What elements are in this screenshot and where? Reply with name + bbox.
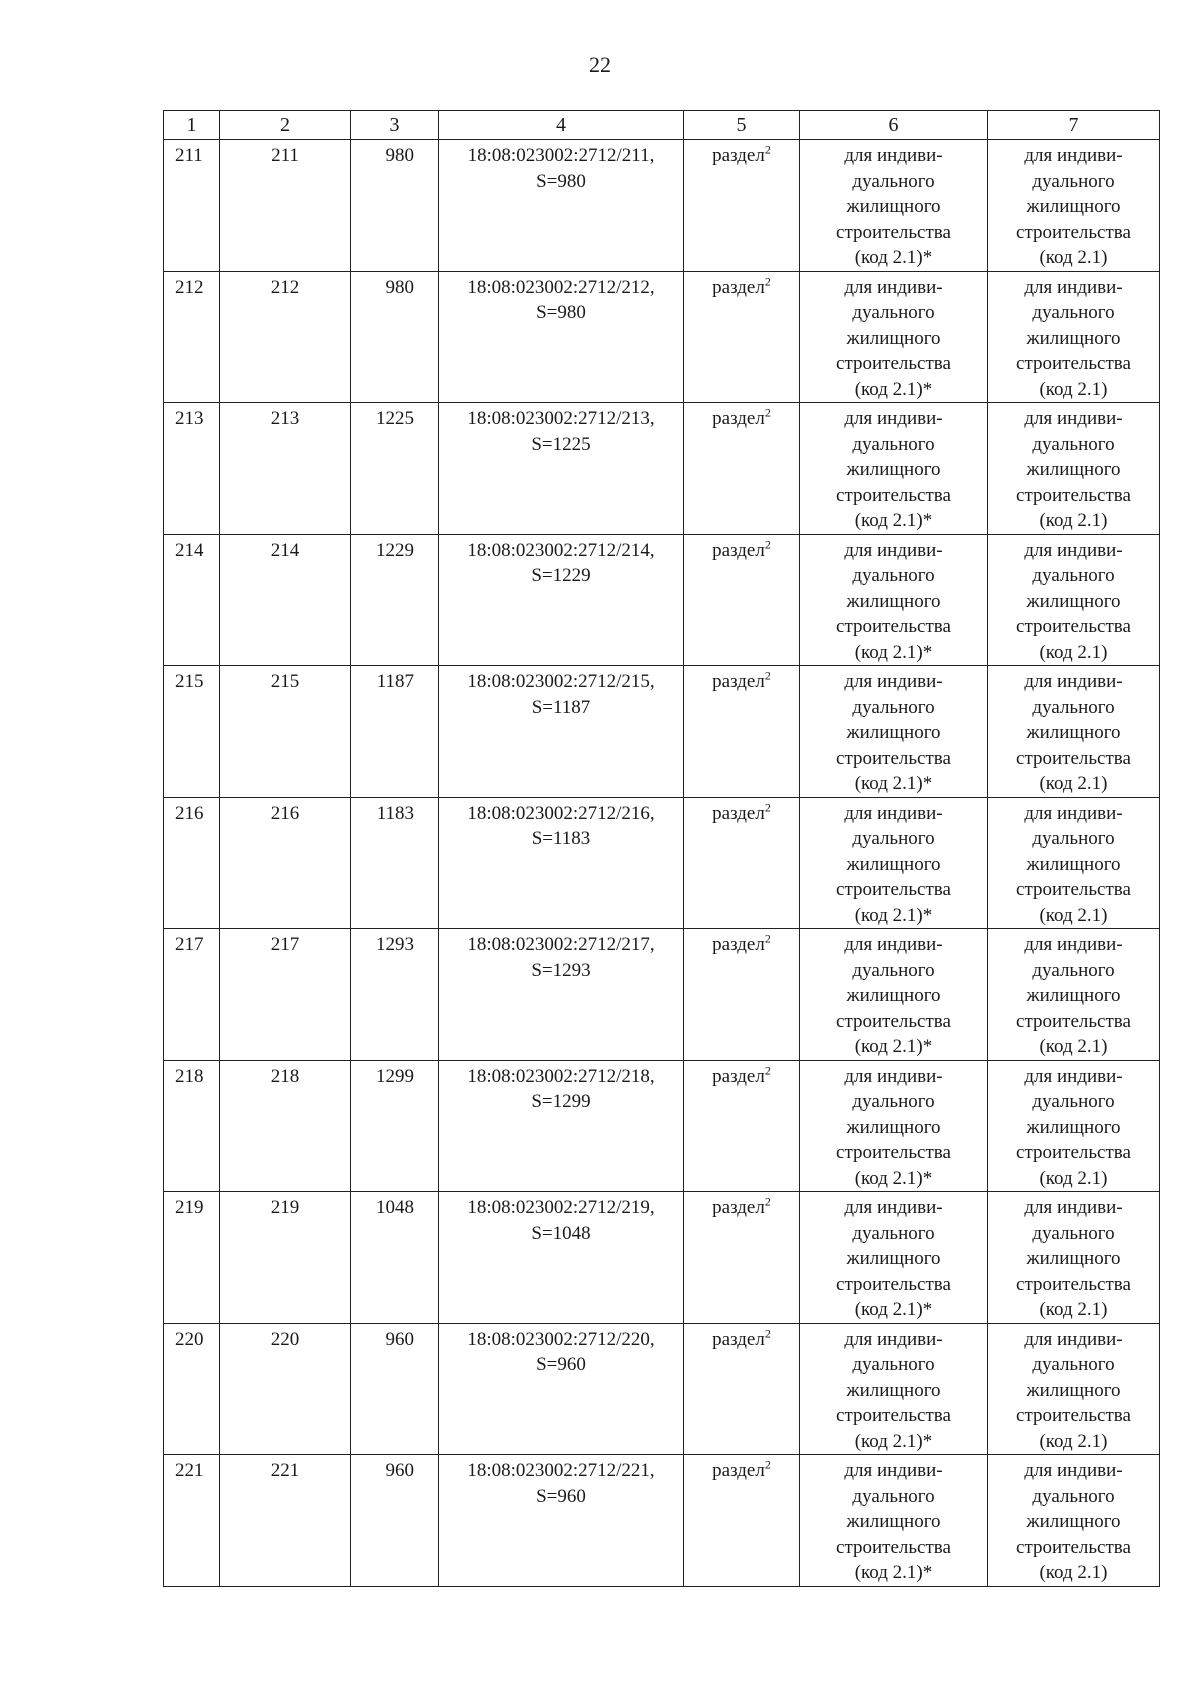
- cadastral-cell: [439, 1192, 684, 1324]
- cadastral-number: 18:08:023002:2712/214,: [467, 539, 655, 561]
- cadastral-area: S=1183: [531, 828, 591, 849]
- plot-id-cell: 220: [220, 1323, 351, 1455]
- permitted-use-line: строительства: [1016, 1010, 1131, 1032]
- cadastral-area: S=1225: [531, 433, 591, 455]
- cadastral-number: 18:08:023002:2712/218,: [467, 1065, 655, 1087]
- permitted-use-line: строительства: [1016, 1273, 1131, 1295]
- cadastral-number: 18:08:023002:2712/215,: [467, 671, 655, 692]
- cadastral-number: 18:08:023002:2712/213,: [467, 408, 655, 429]
- permitted-use-line: дуального: [852, 1485, 935, 1507]
- permitted-use-line: жилищного: [1026, 196, 1121, 217]
- permitted-use-line: строительства: [1016, 1405, 1131, 1426]
- page-number: 22: [589, 52, 611, 77]
- permitted-use-line: для индиви-: [1024, 145, 1123, 166]
- column-header: 2: [220, 111, 351, 140]
- row-number-cell: 212: [164, 271, 220, 403]
- plot-id-cell: 221: [220, 1455, 351, 1587]
- permitted-use-line: жилищного: [846, 1511, 941, 1532]
- permitted-use-line: (код 2.1): [1039, 378, 1108, 400]
- permitted-use-new-cell: [988, 1455, 1160, 1587]
- permitted-use-line: (код 2.1)*: [854, 773, 933, 794]
- permitted-use-line: дуального: [1032, 1354, 1115, 1375]
- permitted-use-line: жилищного: [1026, 590, 1121, 612]
- cadastral-area: S=1187: [531, 696, 591, 718]
- footnote-mark: 2: [764, 1326, 771, 1341]
- cadastral-area: S=980: [536, 170, 586, 192]
- cadastral-area: S=1293: [531, 959, 591, 981]
- permitted-use-current-cell: [800, 1060, 988, 1192]
- permitted-use-line: жилищного: [1026, 853, 1121, 875]
- permitted-use-line: для индиви-: [1024, 934, 1123, 955]
- operation-cell: [684, 534, 800, 666]
- footnote-mark: 2: [764, 1063, 771, 1078]
- permitted-use-line: (код 2.1): [1039, 1036, 1108, 1057]
- table-row: [164, 403, 1160, 535]
- operation-type: раздел: [712, 1460, 765, 1481]
- table-row: [164, 140, 1160, 272]
- footnote-mark: 2: [764, 1194, 771, 1209]
- operation-cell: [684, 1192, 800, 1324]
- permitted-use-line: строительства: [836, 616, 951, 637]
- permitted-use-line: (код 2.1)*: [854, 1430, 933, 1452]
- operation-type: раздел: [712, 276, 765, 298]
- row-number-cell: 220: [164, 1323, 220, 1455]
- table-row: [164, 534, 1160, 666]
- permitted-use-line: для индиви-: [844, 802, 943, 824]
- operation-cell: [684, 1455, 800, 1587]
- permitted-use-line: дуального: [852, 1222, 935, 1244]
- operation-type: раздел: [712, 408, 765, 429]
- permitted-use-line: дуального: [852, 828, 935, 849]
- permitted-use-line: (код 2.1): [1039, 510, 1108, 531]
- permitted-use-line: (код 2.1): [1039, 1167, 1108, 1189]
- operation-type: раздел: [712, 1065, 765, 1087]
- operation-type: раздел: [712, 539, 765, 561]
- permitted-use-line: для индиви-: [1024, 539, 1123, 561]
- permitted-use-current-cell: [800, 666, 988, 798]
- cadastral-number: 18:08:023002:2712/212,: [467, 276, 655, 298]
- cadastral-number: 18:08:023002:2712/220,: [467, 1328, 655, 1350]
- footnote-mark: 2: [764, 537, 771, 552]
- permitted-use-line: строительства: [836, 747, 951, 769]
- permitted-use-line: строительства: [1016, 1536, 1131, 1558]
- permitted-use-line: строительства: [836, 879, 951, 900]
- land-plots-table: [163, 110, 1160, 1587]
- permitted-use-line: (код 2.1): [1039, 773, 1108, 794]
- permitted-use-line: жилищного: [1026, 1379, 1121, 1401]
- plot-id-cell: 219: [220, 1192, 351, 1324]
- cadastral-number: 18:08:023002:2712/216,: [467, 802, 655, 824]
- operation-cell: [684, 140, 800, 272]
- table-row: [164, 1323, 1160, 1455]
- footnote-mark: 2: [764, 405, 771, 420]
- cadastral-cell: [439, 1323, 684, 1455]
- footnote-mark: 2: [764, 1457, 771, 1472]
- row-number-cell: 214: [164, 534, 220, 666]
- area-cell: 980: [351, 271, 439, 403]
- permitted-use-line: дуального: [852, 696, 935, 718]
- cadastral-cell: [439, 797, 684, 929]
- cadastral-cell: [439, 271, 684, 403]
- permitted-use-line: строительства: [836, 1273, 951, 1295]
- footnote-mark: 2: [764, 800, 771, 815]
- permitted-use-line: дуального: [1032, 170, 1115, 192]
- plot-id-cell: 211: [220, 140, 351, 272]
- column-header: 7: [988, 111, 1160, 140]
- permitted-use-line: для индиви-: [1024, 1460, 1123, 1481]
- operation-cell: [684, 929, 800, 1061]
- area-cell: 1183: [351, 797, 439, 929]
- permitted-use-line: (код 2.1)*: [854, 1036, 933, 1057]
- permitted-use-line: (код 2.1): [1039, 247, 1108, 268]
- operation-type: раздел: [712, 671, 765, 692]
- permitted-use-line: дуального: [1032, 302, 1115, 323]
- permitted-use-line: для индиви-: [844, 671, 943, 692]
- operation-type: раздел: [712, 802, 765, 824]
- permitted-use-line: жилищного: [846, 985, 941, 1006]
- permitted-use-line: (код 2.1): [1039, 904, 1108, 926]
- row-number-cell: 213: [164, 403, 220, 535]
- cadastral-area: S=1229: [531, 565, 591, 586]
- area-cell: 960: [351, 1455, 439, 1587]
- permitted-use-line: для индиви-: [844, 539, 943, 561]
- permitted-use-new-cell: [988, 929, 1160, 1061]
- permitted-use-line: для индиви-: [844, 934, 943, 955]
- plot-id-cell: 213: [220, 403, 351, 535]
- permitted-use-line: дуального: [1032, 959, 1115, 981]
- permitted-use-line: дуального: [852, 959, 935, 981]
- permitted-use-line: (код 2.1)*: [854, 1167, 933, 1189]
- permitted-use-line: (код 2.1): [1039, 1562, 1108, 1583]
- permitted-use-line: строительства: [836, 1536, 951, 1558]
- header-row: [164, 111, 1160, 140]
- plot-id-cell: 215: [220, 666, 351, 798]
- operation-type: раздел: [712, 1197, 765, 1218]
- permitted-use-line: (код 2.1)*: [854, 641, 933, 663]
- area-cell: 1225: [351, 403, 439, 535]
- permitted-use-new-cell: [988, 1323, 1160, 1455]
- permitted-use-line: строительства: [836, 1142, 951, 1163]
- footnote-mark: 2: [764, 931, 771, 946]
- permitted-use-line: для индиви-: [1024, 1328, 1123, 1350]
- cadastral-cell: [439, 1060, 684, 1192]
- cadastral-cell: [439, 666, 684, 798]
- permitted-use-line: жилищного: [1026, 1116, 1121, 1138]
- permitted-use-new-cell: [988, 666, 1160, 798]
- permitted-use-line: дуального: [852, 565, 935, 586]
- table-row: [164, 1060, 1160, 1192]
- footnote-mark: 2: [764, 668, 771, 683]
- permitted-use-line: жилищного: [846, 853, 941, 875]
- permitted-use-line: (код 2.1): [1039, 641, 1108, 663]
- row-number-cell: 221: [164, 1455, 220, 1587]
- cadastral-number: 18:08:023002:2712/211,: [467, 145, 655, 166]
- plot-id-cell: 216: [220, 797, 351, 929]
- permitted-use-line: жилищного: [846, 722, 941, 743]
- permitted-use-line: строительства: [836, 1010, 951, 1032]
- permitted-use-line: (код 2.1)*: [854, 378, 933, 400]
- permitted-use-current-cell: [800, 534, 988, 666]
- permitted-use-line: жилищного: [846, 459, 941, 480]
- column-header: 6: [800, 111, 988, 140]
- operation-cell: [684, 1060, 800, 1192]
- permitted-use-current-cell: [800, 1323, 988, 1455]
- cadastral-area: S=960: [536, 1485, 586, 1507]
- permitted-use-line: для индиви-: [1024, 802, 1123, 824]
- footnote-mark: 2: [764, 142, 771, 157]
- column-header: 5: [684, 111, 800, 140]
- area-cell: 1299: [351, 1060, 439, 1192]
- permitted-use-line: для индиви-: [844, 1065, 943, 1087]
- permitted-use-line: жилищного: [846, 196, 941, 217]
- permitted-use-line: жилищного: [1026, 459, 1121, 480]
- operation-type: раздел: [712, 1328, 765, 1350]
- permitted-use-line: дуального: [852, 433, 935, 455]
- permitted-use-line: дуального: [852, 1354, 935, 1375]
- column-header: 4: [439, 111, 684, 140]
- operation-type: раздел: [712, 934, 765, 955]
- permitted-use-line: жилищного: [846, 1379, 941, 1401]
- permitted-use-line: жилищного: [846, 327, 941, 349]
- operation-cell: [684, 1323, 800, 1455]
- permitted-use-new-cell: [988, 1192, 1160, 1324]
- permitted-use-new-cell: [988, 403, 1160, 535]
- operation-cell: [684, 797, 800, 929]
- area-cell: 1187: [351, 666, 439, 798]
- permitted-use-line: строительства: [836, 484, 951, 506]
- column-header: 1: [164, 111, 220, 140]
- plot-id-cell: 217: [220, 929, 351, 1061]
- footnote-mark: 2: [764, 274, 771, 289]
- permitted-use-new-cell: [988, 271, 1160, 403]
- permitted-use-line: дуального: [1032, 696, 1115, 718]
- permitted-use-line: жилищного: [1026, 985, 1121, 1006]
- area-cell: 1293: [351, 929, 439, 1061]
- area-cell: 1229: [351, 534, 439, 666]
- permitted-use-new-cell: [988, 1060, 1160, 1192]
- permitted-use-line: для индиви-: [1024, 1065, 1123, 1087]
- permitted-use-line: жилищного: [1026, 722, 1121, 743]
- cadastral-area: S=980: [536, 302, 586, 323]
- permitted-use-line: строительства: [1016, 616, 1131, 637]
- permitted-use-line: строительства: [1016, 879, 1131, 900]
- permitted-use-line: строительства: [1016, 747, 1131, 769]
- permitted-use-line: (код 2.1): [1039, 1299, 1108, 1320]
- table-row: [164, 797, 1160, 929]
- permitted-use-line: (код 2.1)*: [854, 1299, 933, 1320]
- cadastral-cell: [439, 534, 684, 666]
- permitted-use-line: для индиви-: [1024, 408, 1123, 429]
- permitted-use-current-cell: [800, 403, 988, 535]
- operation-cell: [684, 403, 800, 535]
- permitted-use-line: дуального: [1032, 433, 1115, 455]
- table-row: [164, 666, 1160, 798]
- permitted-use-line: строительства: [1016, 353, 1131, 374]
- row-number-cell: 217: [164, 929, 220, 1061]
- permitted-use-new-cell: [988, 534, 1160, 666]
- permitted-use-line: (код 2.1)*: [854, 904, 933, 926]
- permitted-use-line: (код 2.1)*: [854, 510, 933, 531]
- permitted-use-line: дуального: [1032, 565, 1115, 586]
- plot-id-cell: 218: [220, 1060, 351, 1192]
- permitted-use-line: строительства: [836, 1405, 951, 1426]
- row-number-cell: 216: [164, 797, 220, 929]
- cadastral-cell: [439, 403, 684, 535]
- permitted-use-line: строительства: [836, 221, 951, 243]
- permitted-use-line: дуального: [852, 170, 935, 192]
- permitted-use-line: дуального: [1032, 1485, 1115, 1507]
- permitted-use-line: для индиви-: [844, 1460, 943, 1481]
- permitted-use-line: дуального: [1032, 1091, 1115, 1112]
- table-row: [164, 929, 1160, 1061]
- permitted-use-line: жилищного: [846, 1116, 941, 1138]
- cadastral-number: 18:08:023002:2712/219,: [467, 1197, 655, 1218]
- permitted-use-line: дуального: [852, 1091, 935, 1112]
- cadastral-number: 18:08:023002:2712/217,: [467, 934, 655, 955]
- area-cell: 980: [351, 140, 439, 272]
- permitted-use-line: для индиви-: [844, 408, 943, 429]
- permitted-use-line: дуального: [1032, 1222, 1115, 1244]
- permitted-use-new-cell: [988, 797, 1160, 929]
- permitted-use-line: дуального: [1032, 828, 1115, 849]
- permitted-use-current-cell: [800, 797, 988, 929]
- permitted-use-line: для индиви-: [844, 145, 943, 166]
- table-row: [164, 1455, 1160, 1587]
- permitted-use-current-cell: [800, 929, 988, 1061]
- operation-type: раздел: [712, 145, 765, 166]
- table-row: [164, 1192, 1160, 1324]
- permitted-use-line: для индиви-: [1024, 276, 1123, 298]
- permitted-use-line: для индиви-: [1024, 671, 1123, 692]
- operation-cell: [684, 666, 800, 798]
- row-number-cell: 211: [164, 140, 220, 272]
- permitted-use-line: строительства: [1016, 1142, 1131, 1163]
- cadastral-number: 18:08:023002:2712/221,: [467, 1460, 655, 1481]
- permitted-use-current-cell: [800, 271, 988, 403]
- table-row: [164, 271, 1160, 403]
- permitted-use-line: строительства: [836, 353, 951, 374]
- cadastral-area: S=960: [536, 1354, 586, 1375]
- permitted-use-line: строительства: [1016, 484, 1131, 506]
- permitted-use-current-cell: [800, 1455, 988, 1587]
- permitted-use-line: дуального: [852, 302, 935, 323]
- cadastral-cell: [439, 1455, 684, 1587]
- permitted-use-line: (код 2.1): [1039, 1430, 1108, 1452]
- permitted-use-new-cell: [988, 140, 1160, 272]
- permitted-use-line: для индиви-: [844, 1328, 943, 1350]
- plot-id-cell: 214: [220, 534, 351, 666]
- permitted-use-current-cell: [800, 140, 988, 272]
- operation-cell: [684, 271, 800, 403]
- area-cell: 1048: [351, 1192, 439, 1324]
- cadastral-cell: [439, 929, 684, 1061]
- permitted-use-line: для индиви-: [844, 1197, 943, 1218]
- row-number-cell: 218: [164, 1060, 220, 1192]
- permitted-use-line: строительства: [1016, 221, 1131, 243]
- permitted-use-line: жилищного: [1026, 1511, 1121, 1532]
- permitted-use-line: (код 2.1)*: [854, 1562, 933, 1583]
- cadastral-area: S=1048: [531, 1222, 591, 1244]
- permitted-use-line: для индиви-: [1024, 1197, 1123, 1218]
- cadastral-cell: [439, 140, 684, 272]
- permitted-use-line: жилищного: [846, 590, 941, 612]
- permitted-use-line: для индиви-: [844, 276, 943, 298]
- permitted-use-line: жилищного: [1026, 1248, 1121, 1269]
- area-cell: 960: [351, 1323, 439, 1455]
- row-number-cell: 215: [164, 666, 220, 798]
- column-header: 3: [351, 111, 439, 140]
- permitted-use-current-cell: [800, 1192, 988, 1324]
- plot-id-cell: 212: [220, 271, 351, 403]
- table-body: [164, 140, 1160, 1587]
- cadastral-area: S=1299: [531, 1091, 591, 1112]
- permitted-use-line: жилищного: [1026, 327, 1121, 349]
- row-number-cell: 219: [164, 1192, 220, 1324]
- permitted-use-line: жилищного: [846, 1248, 941, 1269]
- permitted-use-line: (код 2.1)*: [854, 247, 933, 268]
